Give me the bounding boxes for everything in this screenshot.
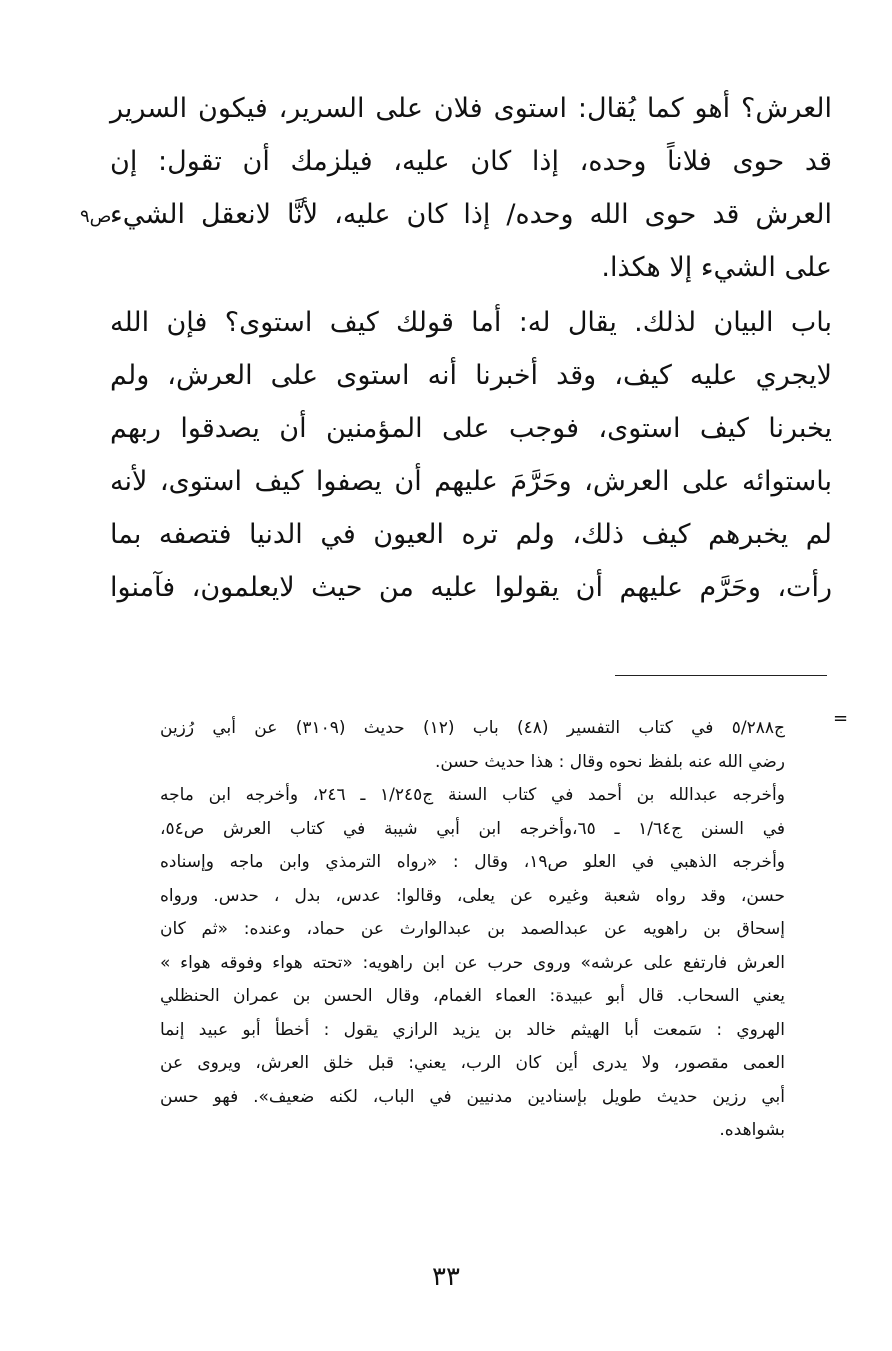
- footnote-block: [160, 712, 785, 1148]
- footnote-line: العمى مقصور، ولا يدرى أين كان الرب، يعني: قبل خلق العرش، ويروى عن: [160, 1053, 785, 1073]
- footnote-line: رضي الله عنه بلفظ نحوه وقال : هذا حديث حسن.: [434, 751, 785, 772]
- body-line: على الشيء إلا هكذا.: [601, 252, 832, 283]
- body-line: باستوائه على العرش، وحَرَّمَ عليهم أن يصفوا كيف استوى، لأنه: [110, 466, 832, 497]
- body-line: رأت، وحَرَّم عليهم أن يقولوا عليه من حيث لايعلمون، فآمنوا: [110, 572, 832, 603]
- footnote-line: الهروي : سَمعت أبا الهيثم خالد بن يزيد الرازي يقول : أخطأ أبو عبيد إنما: [160, 1019, 785, 1040]
- body-line: قد حوى فلاناً وحده، إذا كان عليه، فيلزمك أن تقول: إن: [110, 146, 832, 177]
- footnote-line: بشواهده.: [719, 1120, 785, 1140]
- manuscript-page-marker: ص٩: [80, 206, 112, 227]
- body-line: لايجري عليه كيف، وقد أخبرنا أنه استوى على العرش، ولم: [110, 360, 832, 391]
- footnote-line: وأخرجه الذهبي في العلو ص١٩، وقال : «رواه الترمذي وابن ماجه وإسناده: [160, 852, 785, 872]
- footnote-line: يعني السحاب. قال أبو عبيدة: العماء الغمام، وقال الحسن بن عمران الحنظلي: [160, 986, 785, 1006]
- body-line: العرش قد حوى الله وحده/ إذا كان عليه، لأنَّا لانعقل الشيء: [110, 199, 832, 230]
- footnote-line: حسن، وقد رواه شعبة وغيره عن يعلى، وقالوا: عدس، بدل ، حدس. ورواه: [160, 885, 785, 906]
- body-line: باب البيان لذلك. يقال له: أما قولك كيف استوى؟ فإن الله: [110, 307, 832, 338]
- body-line: العرش؟ أهو كما يُقال: استوى فلان على السرير، فيكون السرير: [110, 93, 832, 124]
- footnote-line: العرش فارتفع على عرشه» وروى حرب عن ابن راهويه: «تحته هواء وفوقه هواء »: [160, 952, 785, 973]
- body-line: يخبرنا كيف استوى، فوجب على المؤمنين أن يصدقوا ربهم: [110, 413, 832, 444]
- body-line: لم يخبرهم كيف ذلك، ولم تره العيون في الدنيا فتصفه بما: [110, 519, 832, 550]
- footnote-line: ج٥/٢٨٨ في كتاب التفسير (٤٨) باب (١٢) حديث (٣١٠٩) عن أبي رُزين: [160, 718, 785, 738]
- footnote-line: وأخرجه عبدالله بن أحمد في كتاب السنة ج١/٢٤٥ ـ ٢٤٦، وأخرجه ابن ماجه: [160, 785, 785, 805]
- main-paragraph-2: [110, 296, 832, 614]
- footnote-line: في السنن ج١/٦٤ ـ ٦٥،وأخرجه ابن أبي شيبة في كتاب العرش ص٥٤،: [160, 818, 786, 839]
- footnote-line: أبي رزين حديث طويل بإسنادين مدنيين في الباب، لكنه ضعيف». فهو حسن: [160, 1086, 785, 1107]
- footnote-line: إسحاق بن راهويه عن عبدالصمد بن عبدالوارث عن حماد، وعنده: «ثم كان: [160, 919, 785, 939]
- page-number: ٣٣: [432, 1262, 460, 1292]
- main-paragraph-1: [110, 82, 832, 294]
- footnote-separator-rule: [615, 675, 827, 676]
- footnote-continuation-mark: =: [833, 708, 849, 729]
